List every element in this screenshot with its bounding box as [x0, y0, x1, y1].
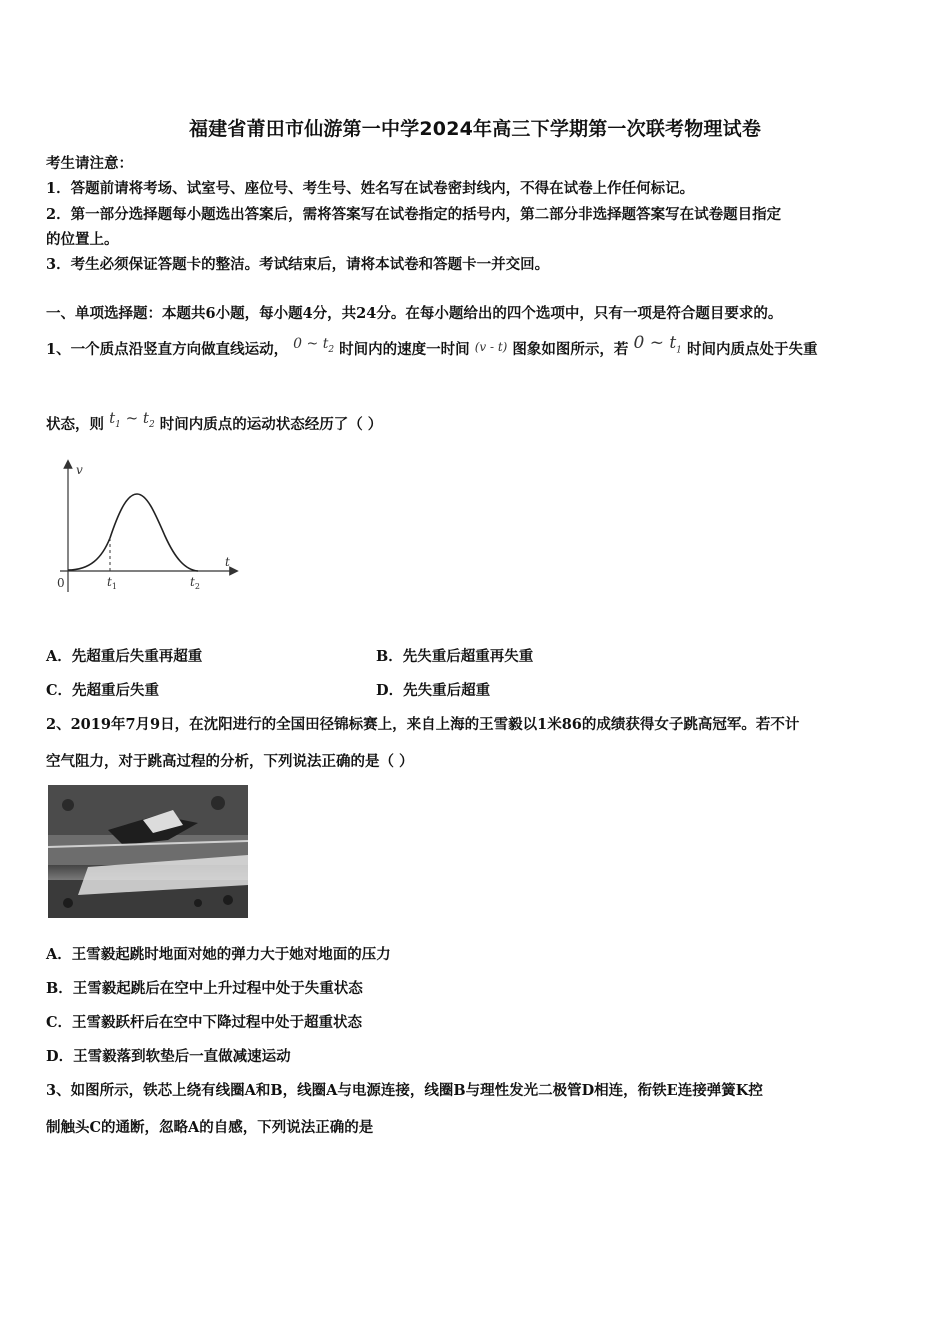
question-2-line-1: 2、2019年7月9日，在沈阳进行的全国田径锦标赛上，来自上海的王雪毅以1米86的成绩获得女子跳高冠军。若不计: [46, 716, 800, 733]
q1-math-range-1: 0 ~ $t_2$: [293, 336, 335, 355]
q1-option-d: D．先失重后超重: [376, 682, 491, 699]
origin-label: 0: [57, 576, 65, 590]
notice-item-2-cont: 的位置上。: [46, 231, 119, 248]
notice-item-3: 3．考生必须保证答题卡的整洁。考试结束后，请将本试卷和答题卡一并交回。: [46, 256, 550, 273]
velocity-time-graph: [50, 458, 240, 598]
q1-text-d: 时间内质点处于失重: [686, 341, 818, 358]
q1-text-c: 图象如图所示，若: [512, 341, 629, 358]
q1-text-b: 时间内的速度一时间: [339, 341, 470, 358]
question-1-line-1: [46, 333, 818, 361]
q1-math-vt: (v - t): [474, 340, 508, 354]
section-heading: 一、单项选择题：本题共6小题，每小题4分，共24分。在每小题给出的四个选项中，只有一项是符合题目要求的。: [46, 305, 783, 322]
q2-option-a: A．王雪毅起跳时地面对她的弹力大于她对地面的压力: [46, 946, 391, 963]
question-1-line-2: 状态，则 $t_1$ ~ $t_2$ 时间内质点的运动状态经历了（ ）: [46, 409, 383, 433]
high-jump-photo: [48, 785, 248, 918]
q1-math-range-2: 0 ~ $t_1$: [633, 333, 682, 356]
q1-option-b: B．先失重后超重再失重: [376, 648, 534, 665]
notice-item-1: 1．答题前请将考场、试室号、座位号、考生号、姓名写在试卷密封线内，不得在试卷上作任何标记。: [46, 180, 695, 197]
question-3-line-1: 3、如图所示，铁芯上绕有线圈A和B，线圈A与电源连接，线圈B与理性发光二极管D相连，衔铁E连接弹簧K控: [46, 1082, 763, 1099]
q2-option-d: D．王雪毅落到软垫后一直做减速运动: [46, 1048, 291, 1065]
q1-option-c: C．先超重后失重: [46, 682, 160, 699]
q1-math-range-3: $t_1$ ~ $t_2$: [109, 409, 155, 430]
q2-option-c: C．王雪毅跃杆后在空中下降过程中处于超重状态: [46, 1014, 363, 1031]
velocity-curve: [68, 494, 198, 571]
q2-option-b: B．王雪毅起跳后在空中上升过程中处于失重状态: [46, 980, 363, 997]
v-axis-label: v: [76, 463, 83, 477]
t1-label: $t_1$: [107, 575, 117, 591]
notice-heading: 考生请注意：: [46, 155, 133, 172]
q1-text-a: 1、一个质点沿竖直方向做直线运动，: [46, 341, 289, 358]
question-3-line-2: 制触头C的通断，忽略A的自感，下列说法正确的是: [46, 1119, 374, 1136]
q1-option-a: A．先超重后失重再超重: [46, 648, 203, 665]
t2-label: $t_2$: [190, 575, 200, 591]
page-title: 福建省莆田市仙游第一中学2024年高三下学期第一次联考物理试卷: [188, 118, 762, 140]
question-2-line-2: 空气阻力，对于跳高过程的分析，下列说法正确的是（ ）: [46, 753, 414, 770]
t-axis-label: t: [225, 555, 230, 569]
notice-item-2: 2．第一部分选择题每小题选出答案后，需将答案写在试卷指定的括号内，第二部分非选择题答案写在试卷题目指定: [46, 206, 782, 223]
